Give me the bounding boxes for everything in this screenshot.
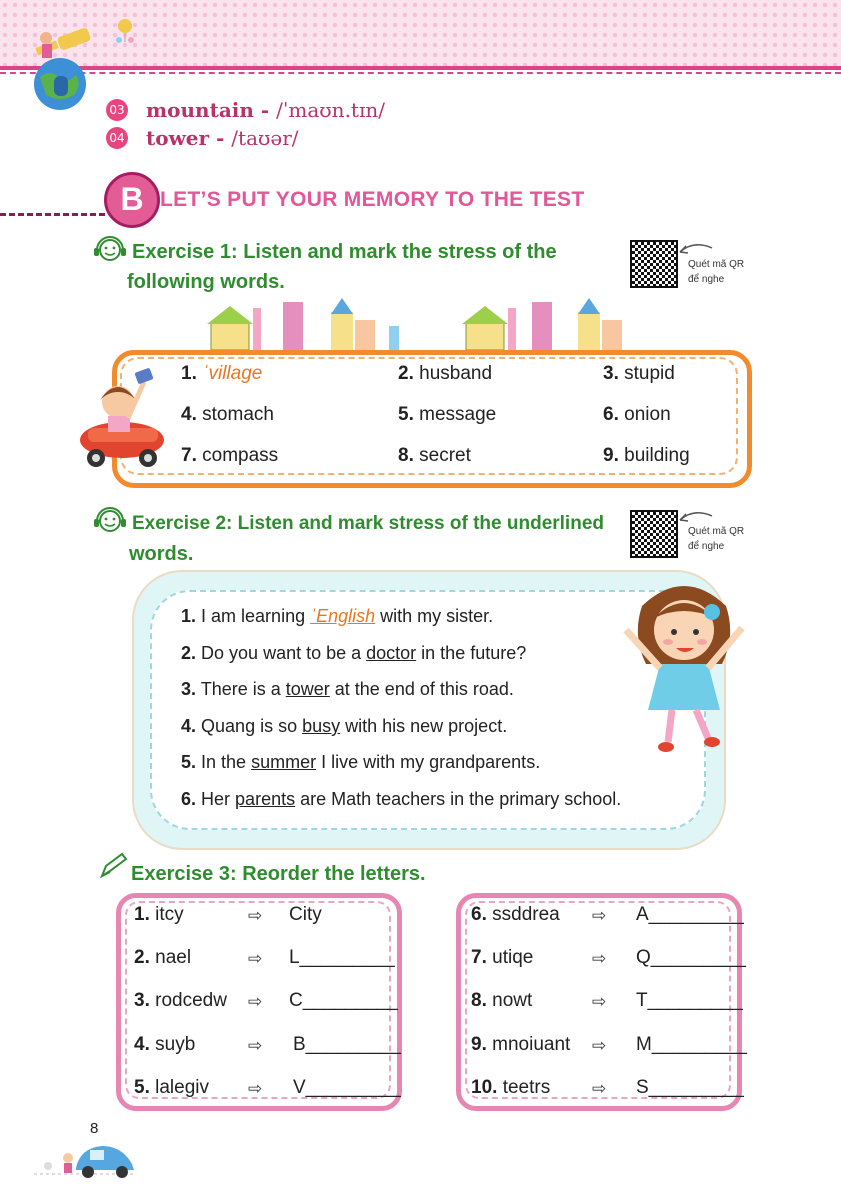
exercise3-scrambled-text: lalegiv <box>155 1077 210 1098</box>
right-arrow-icon: ⇨ <box>592 1079 607 1098</box>
exercise1-word <box>398 363 492 385</box>
headphones-smiley-icon <box>92 234 128 264</box>
exercise3-scrambled-text: nowt <box>492 990 533 1011</box>
exercise2-underlined-word: ˈEnglish <box>310 606 376 626</box>
exercise3-item-number: 2. <box>134 947 150 968</box>
girl-in-car-illustration <box>78 368 170 472</box>
exercise1-word <box>398 445 471 467</box>
exercise3-answer-blank[interactable]: A_________ <box>636 904 744 925</box>
exercise1-word-number: 5. <box>398 404 414 425</box>
qr-instruction-line2: để nghe <box>688 541 725 552</box>
exercise1-word-number: 8. <box>398 445 414 466</box>
right-arrow-icon: ⇨ <box>592 992 607 1011</box>
qr-instruction <box>688 524 744 554</box>
pronunciation-word: tower <box>146 126 210 150</box>
qr-code-icon[interactable] <box>630 510 678 558</box>
exercise2-sentence <box>181 679 514 700</box>
exercise1-word-number: 9. <box>603 445 619 466</box>
exercise1-word-number: 1. <box>181 363 197 384</box>
exercise3-answer-blank[interactable]: C_________ <box>289 990 398 1011</box>
exercise3-item-number: 9. <box>471 1034 487 1055</box>
exercise2-underlined-word: summer <box>251 752 317 772</box>
exercise1-word-text: stomach <box>202 404 274 425</box>
exercise2-sentence-pre: I am learning <box>201 606 311 626</box>
exercise2-sentence-post: I live with my grandparents. <box>316 752 541 772</box>
exercise3-scrambled-text: teetrs <box>502 1077 551 1098</box>
exercise1-word-text: ˈvillage <box>202 363 263 384</box>
pronunciation-separator: - <box>253 98 277 122</box>
exercise2-sentence-pre: In the <box>201 752 252 772</box>
exercise1-word-number: 3. <box>603 363 619 384</box>
exercise1-word <box>603 363 675 385</box>
exercise2-sentence-pre: There is a <box>200 679 286 699</box>
exercise1-word-number: 6. <box>603 404 619 425</box>
exercise1-title-line2: following words. <box>127 271 285 293</box>
exercise2-sentence <box>181 789 621 810</box>
exercise1-word-number: 2. <box>398 363 414 384</box>
exercise2-sentence-post: at the end of this road. <box>329 679 514 699</box>
exercise1-word <box>181 445 278 467</box>
town-skyline-illustration <box>205 296 635 352</box>
exercise3-scrambled-word <box>134 947 191 969</box>
exercise3-scrambled-word <box>471 947 533 969</box>
exercise1-word-number: 7. <box>181 445 197 466</box>
exercise1-word-text: stupid <box>624 363 675 384</box>
qr-instruction-line2: để nghe <box>688 274 725 285</box>
pronunciation-ipa: /ˈmaʊn.tɪn/ <box>276 98 385 122</box>
qr-code-icon[interactable] <box>630 240 678 288</box>
exercise3-scrambled-word <box>471 1034 570 1056</box>
exercise1-title-line1: Exercise 1: Listen and mark the stress of the <box>132 241 557 263</box>
exercise3-item-number: 10. <box>471 1077 498 1098</box>
qr-instruction <box>688 257 744 287</box>
exercise2-sentence-number: 2. <box>181 643 197 663</box>
exercise3-item-number: 6. <box>471 904 487 925</box>
exercise2-sentence <box>181 716 507 737</box>
exercise2-sentence-number: 1. <box>181 606 197 626</box>
exercise3-scrambled-text: itcy <box>155 904 184 925</box>
exercise3-item-number: 4. <box>134 1034 150 1055</box>
exercise3-scrambled-text: ssddrea <box>492 904 560 925</box>
exercise2-sentence-pre: Do you want to be a <box>201 643 367 663</box>
exercise3-answer-blank[interactable]: L_________ <box>289 947 395 968</box>
pencil-icon <box>98 852 128 880</box>
right-arrow-icon: ⇨ <box>248 906 263 925</box>
banner-divider <box>0 66 841 70</box>
right-arrow-icon: ⇨ <box>248 1036 263 1055</box>
exercise2-sentence-post: are Math teachers in the primary school. <box>295 789 622 809</box>
exercise3-scrambled-text: mnoiuant <box>492 1034 571 1055</box>
hanging-ornament-icon <box>110 14 140 44</box>
exercise2-underlined-word: busy <box>302 716 341 736</box>
pronunciation-word: mountain <box>146 98 254 122</box>
exercise2-sentence-number: 4. <box>181 716 197 736</box>
exercise2-title-line1: Exercise 2: Listen and mark stress of the underlined <box>132 513 604 534</box>
right-arrow-icon: ⇨ <box>248 1079 263 1098</box>
pronunciation-line <box>146 126 299 150</box>
exercise3-scrambled-text: nael <box>155 947 192 968</box>
exercise3-scrambled-word <box>134 1034 195 1056</box>
exercise3-scrambled-word <box>471 1077 550 1099</box>
scan-arrow-icon <box>678 240 714 256</box>
exercise3-scrambled-text: suyb <box>155 1034 196 1055</box>
globe-telescope-illustration <box>28 22 98 112</box>
pronunciation-line <box>146 98 385 122</box>
exercise1-word <box>603 445 690 467</box>
exercise3-answer-blank[interactable]: V_________ <box>293 1077 401 1098</box>
exercise3-answer-blank[interactable]: M_________ <box>636 1034 747 1055</box>
jumping-girl-illustration <box>612 582 758 754</box>
right-arrow-icon: ⇨ <box>592 949 607 968</box>
exercise3-item-number: 3. <box>134 990 150 1011</box>
exercise3-item-number: 1. <box>134 904 150 925</box>
exercise1-word-text: husband <box>419 363 493 384</box>
exercise3-scrambled-word <box>471 904 560 926</box>
exercise3-answer-blank[interactable]: Q_________ <box>636 947 746 968</box>
exercise2-sentence-post: with my sister. <box>375 606 494 626</box>
exercise2-sentence-pre: Her <box>201 789 236 809</box>
exercise3-title: Exercise 3: Reorder the letters. <box>131 863 426 885</box>
exercise2-underlined-word: doctor <box>366 643 417 663</box>
section-title: LET’S PUT YOUR MEMORY TO THE TEST <box>160 188 585 211</box>
exercise2-sentence-number: 5. <box>181 752 197 772</box>
exercise1-word-text: message <box>419 404 497 425</box>
exercise3-answer: City <box>289 904 322 925</box>
exercise1-word-text: building <box>624 445 690 466</box>
section-dashed-line <box>0 213 105 216</box>
qr-instruction-line1: Quét mã QR <box>688 259 745 270</box>
exercise2-sentence-post: in the future? <box>416 643 527 663</box>
exercise3-scrambled-text: utiqe <box>492 947 534 968</box>
qr-instruction-line1: Quét mã QR <box>688 526 745 537</box>
exercise2-sentence-number: 3. <box>181 679 197 699</box>
exercise3-scrambled-word <box>471 990 532 1012</box>
scan-arrow-icon <box>678 508 714 524</box>
exercise1-word-text: secret <box>419 445 471 466</box>
exercise3-item-number: 5. <box>134 1077 150 1098</box>
exercise2-sentence-pre: Quang is so <box>201 716 303 736</box>
pronunciation-number: 03 <box>106 99 128 121</box>
exercise3-answer-blank[interactable]: S_________ <box>636 1077 744 1098</box>
exercise1-word <box>181 404 274 426</box>
exercise3-item-number: 8. <box>471 990 487 1011</box>
exercise1-word <box>398 404 496 426</box>
headphones-smiley-icon <box>92 505 128 535</box>
exercise1-word-text: compass <box>202 445 279 466</box>
exercise2-sentence-number: 6. <box>181 789 197 809</box>
exercise3-scrambled-word <box>134 990 227 1012</box>
exercise1-word <box>603 404 671 426</box>
exercise1-word-number: 4. <box>181 404 197 425</box>
exercise2-sentence <box>181 606 493 627</box>
exercise3-scrambled-text: rodcedw <box>155 990 227 1011</box>
pronunciation-number: 04 <box>106 127 128 149</box>
exercise2-underlined-word: tower <box>285 679 330 699</box>
right-arrow-icon: ⇨ <box>592 1036 607 1055</box>
right-arrow-icon: ⇨ <box>248 949 263 968</box>
exercise2-sentence <box>181 643 526 664</box>
banner-dashed-divider <box>0 72 841 74</box>
car-illustration <box>30 1136 140 1182</box>
right-arrow-icon: ⇨ <box>592 906 607 925</box>
exercise1-word-text: onion <box>624 404 671 425</box>
exercise2-underlined-word: parents <box>235 789 296 809</box>
exercise2-sentence-post: with his new project. <box>340 716 508 736</box>
section-letter-badge: B <box>104 172 160 228</box>
exercise3-scrambled-word <box>134 1077 209 1099</box>
exercise3-answer-blank[interactable]: B_________ <box>293 1034 401 1055</box>
page-number: 8 <box>90 1120 99 1137</box>
pronunciation-ipa: /taʊər/ <box>231 126 299 150</box>
right-arrow-icon: ⇨ <box>248 992 263 1011</box>
exercise2-title-line2: words. <box>129 543 194 565</box>
exercise1-word <box>181 363 262 385</box>
exercise2-sentence <box>181 752 540 773</box>
pronunciation-separator: - <box>209 126 232 150</box>
exercise3-item-number: 7. <box>471 947 487 968</box>
exercise3-scrambled-word <box>134 904 184 926</box>
exercise3-answer-blank[interactable]: T_________ <box>636 990 743 1011</box>
